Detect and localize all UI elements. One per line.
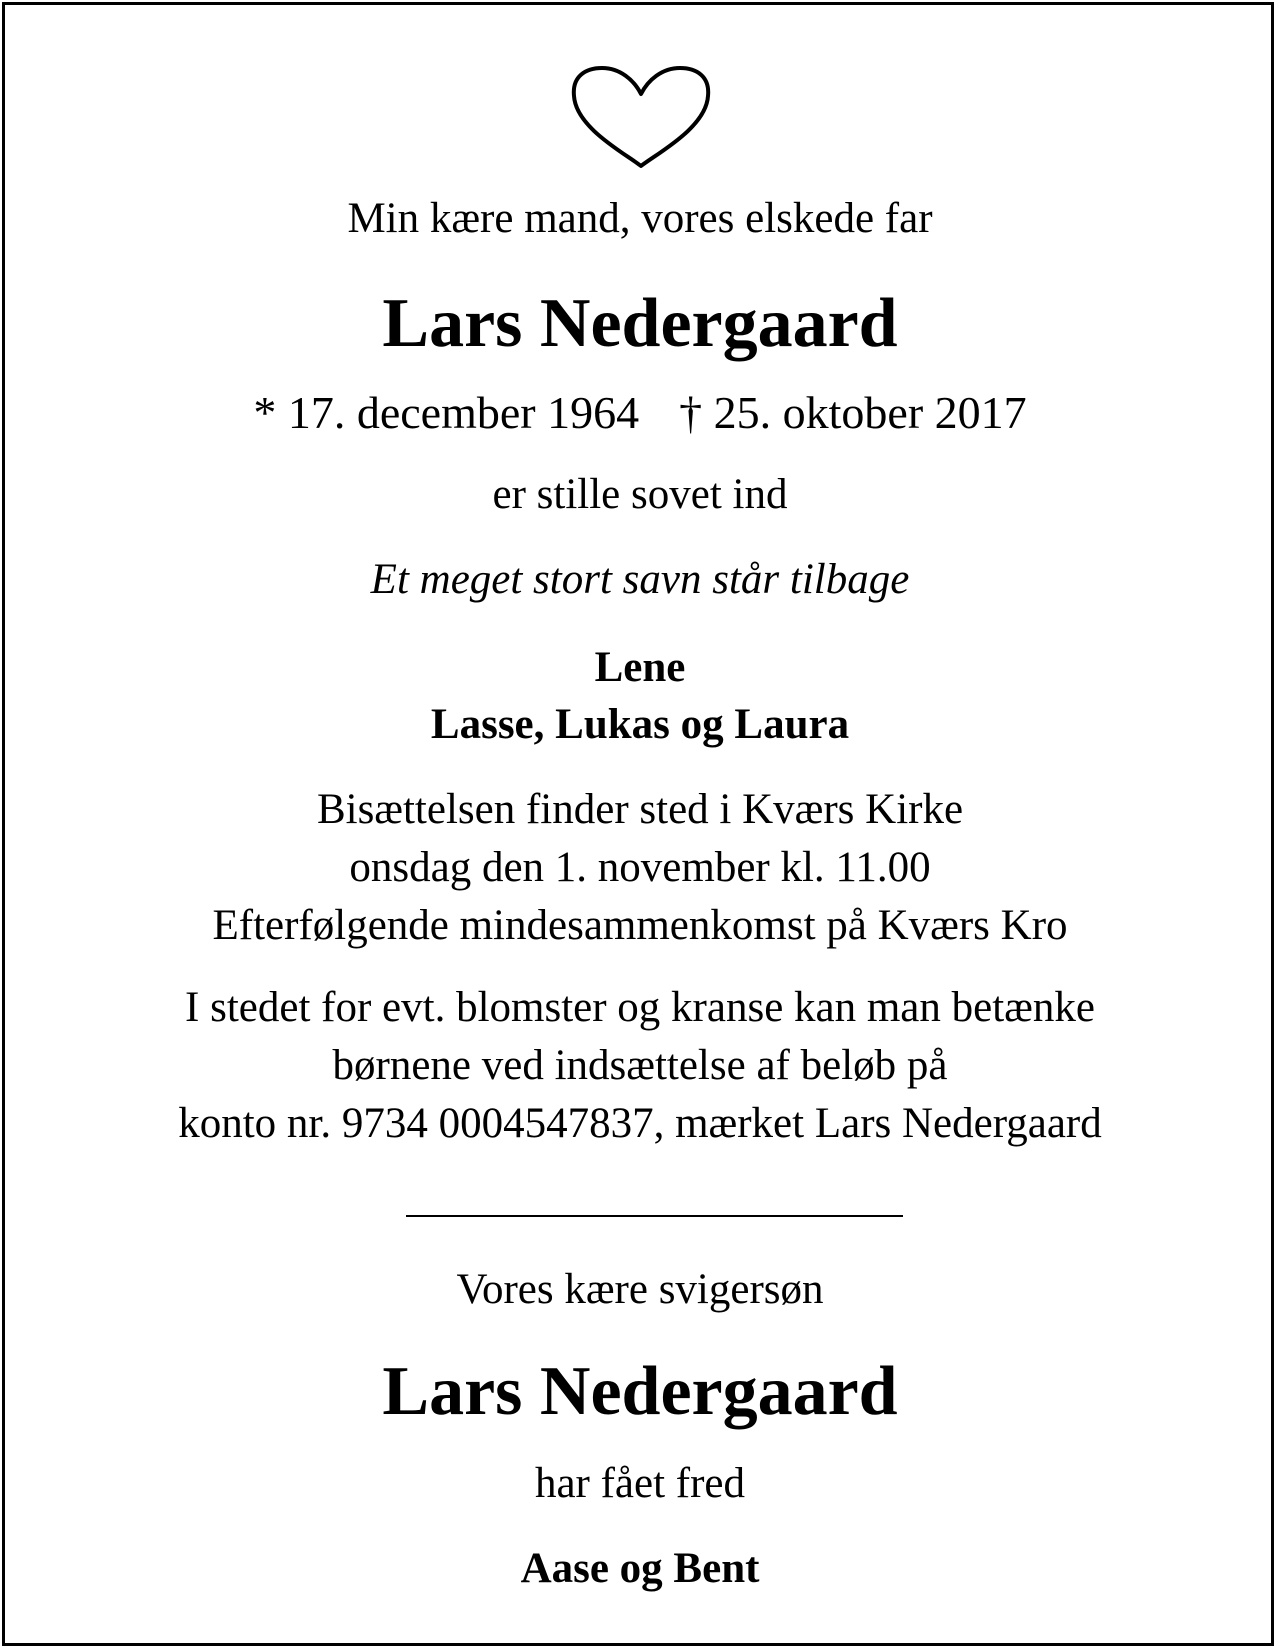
notice-intro: Min kære mand, vores elskede far [347, 195, 933, 242]
second-notice-intro: Vores kære svigersøn [456, 1266, 824, 1313]
life-dates [0, 386, 1280, 439]
section-divider [406, 1215, 903, 1217]
second-notice-name: Lars Nedergaard [382, 1353, 898, 1430]
passing-text: er stille sovet ind [492, 471, 788, 518]
funeral-location: Bisættelsen finder sted i Kværs Kirke [316, 786, 964, 833]
donation-account: konto nr. 9734 0004547837, mærket Lars Nedergaard [178, 1100, 1102, 1147]
deceased-name: Lars Nedergaard [382, 285, 898, 362]
second-notice-passing: har fået fred [534, 1460, 746, 1507]
funeral-time: onsdag den 1. november kl. 11.00 [349, 844, 931, 891]
birth-date: * 17. december 1964 [253, 387, 640, 438]
heart-outline-icon [568, 64, 714, 170]
memorial-gathering: Efterfølgende mindesammenkomst på Kværs Kro [212, 902, 1068, 949]
donation-line-1: I stedet for evt. blomster og kranse kan man betænke [185, 984, 1095, 1031]
death-date: † 25. oktober 2017 [679, 387, 1027, 438]
donation-line-2: børnene ved indsættelse af beløb på [332, 1042, 948, 1089]
family-children: Lasse, Lukas og Laura [430, 701, 850, 748]
second-notice-family: Aase og Bent [520, 1545, 760, 1592]
tribute-text: Et meget stort savn står tilbage [370, 556, 910, 603]
family-spouse: Lene [594, 644, 686, 691]
